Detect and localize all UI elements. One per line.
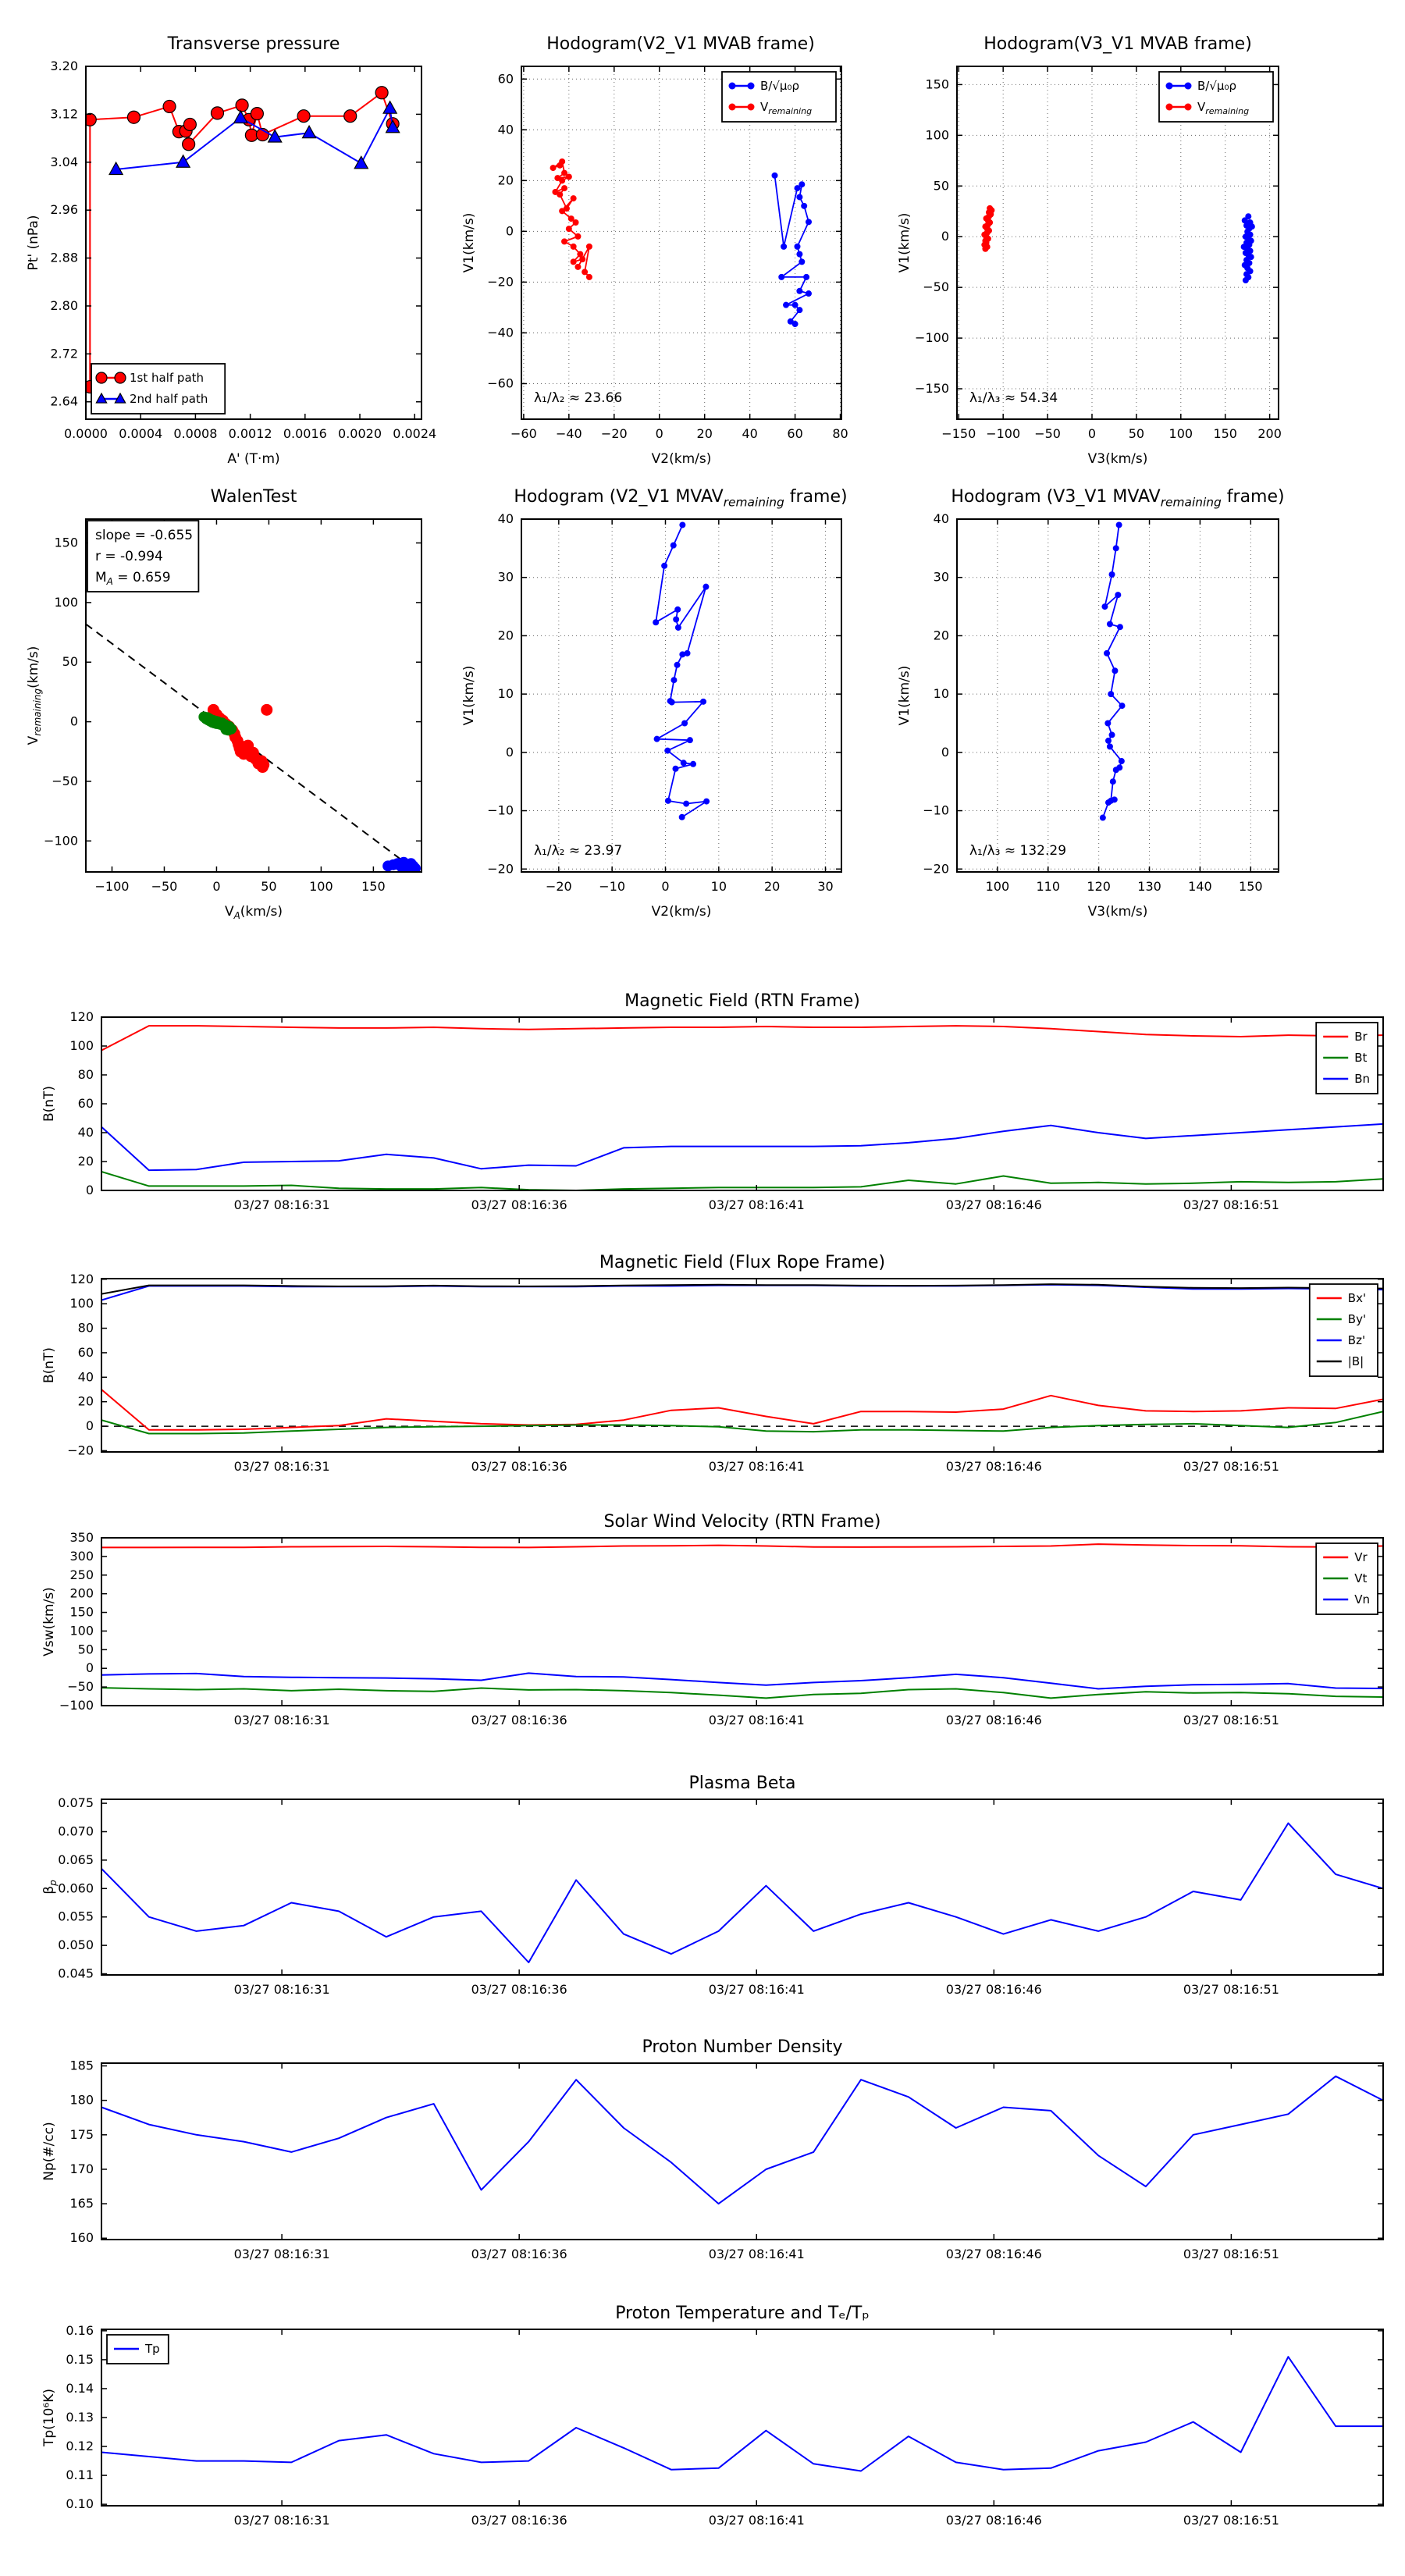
svg-text:0: 0 [85, 1183, 94, 1197]
svg-text:MA = 0.659: $M_A = 0.659$ [95, 570, 171, 587]
svg-text:0.0000: 0.0000 [64, 426, 108, 441]
svg-text:03/27 08:16:46: 03/27 08:16:46 [945, 2513, 1042, 2528]
series-Br [101, 1026, 1383, 1051]
svg-text:100: 100 [69, 1296, 94, 1311]
chart-hodogram-v3v1-mvab [897, 66, 1282, 467]
svg-text:−50: −50 [151, 879, 178, 894]
svg-text:200: 200 [69, 1585, 94, 1601]
svg-text:0.060: 0.060 [58, 1880, 94, 1896]
svg-text:0: 0 [505, 744, 514, 760]
svg-text:0.10: 0.10 [66, 2496, 94, 2512]
svg-text:03/27 08:16:36: 03/27 08:16:36 [471, 1713, 567, 1727]
svg-text:−100: −100 [59, 1698, 94, 1713]
svg-text:−20: −20 [487, 274, 514, 290]
svg-text:0.13: 0.13 [66, 2410, 94, 2425]
svg-text:0.11: 0.11 [66, 2467, 94, 2483]
svg-text:300: 300 [69, 1548, 94, 1564]
svg-text:10: 10 [933, 686, 949, 702]
svg-text:0.065: 0.065 [58, 1852, 94, 1867]
series-plasma-beta [101, 1823, 1383, 1962]
svg-text:Vremaining(km/s): $V_{remaining}(km/s)$ [26, 646, 43, 745]
chart-title-transverse-pressure: Transverse pressure [167, 34, 340, 54]
svg-text:Vsw(km/s): Vsw(km/s) [41, 1587, 57, 1656]
svg-text:03/27 08:16:31: 03/27 08:16:31 [233, 1713, 330, 1727]
svg-text:60: 60 [77, 1344, 94, 1360]
series-Vt [101, 1688, 1383, 1698]
svg-text:03/27 08:16:36: 03/27 08:16:36 [471, 2513, 567, 2528]
svg-text:170: 170 [69, 2161, 94, 2176]
svg-text:Pt' (nPa): Pt' (nPa) [26, 215, 41, 271]
svg-text:03/27 08:16:36: 03/27 08:16:36 [471, 1982, 567, 1997]
chart-hodogram-v3v1-mvav [897, 511, 1279, 920]
svg-text:B(nT): B(nT) [41, 1347, 57, 1384]
chart-title-proton-temperature: Proton Temperature and Tₑ/Tₚ [615, 2304, 870, 2323]
svg-text:20: 20 [696, 426, 713, 441]
svg-text:0.0004: 0.0004 [119, 426, 163, 441]
chart-title-magnetic-field-flux-rope: Magnetic Field (Flux Rope Frame) [599, 1253, 886, 1272]
svg-text:140: 140 [1188, 879, 1212, 894]
chart-magnetic-field-flux-rope [41, 1271, 1383, 1474]
svg-text:−40: −40 [487, 325, 514, 340]
series-hodogram-v2v1-mvav [653, 521, 710, 820]
svg-text:V3(km/s): V3(km/s) [1087, 451, 1148, 467]
svg-text:λ₁/λ₃ ≈ 54.34: λ₁/λ₃ ≈ 54.34 [969, 390, 1058, 406]
chart-solar-wind-velocity [41, 1530, 1383, 1727]
svg-text:03/27 08:16:46: 03/27 08:16:46 [945, 1982, 1042, 1997]
series-first-half-points [208, 704, 272, 773]
svg-text:20: 20 [763, 879, 781, 894]
svg-text:0.075: 0.075 [58, 1795, 94, 1811]
svg-text:50: 50 [261, 879, 277, 894]
svg-text:20: 20 [77, 1154, 94, 1169]
svg-text:0: 0 [69, 713, 78, 729]
series-1st half path [84, 87, 399, 393]
svg-text:03/27 08:16:41: 03/27 08:16:41 [708, 2513, 805, 2528]
series-hodogram-v3v1-mvav [1100, 521, 1126, 820]
chart-magnetic-field-rtn [41, 1009, 1383, 1212]
svg-text:−100: −100 [44, 833, 78, 849]
svg-text:150: 150 [54, 535, 78, 550]
svg-text:V2(km/s): V2(km/s) [651, 451, 712, 467]
svg-text:−10: −10 [599, 879, 626, 894]
svg-text:150: 150 [925, 76, 949, 92]
svg-text:0.070: 0.070 [58, 1823, 94, 1839]
svg-text:B/√μ₀ρ: B/√μ₀ρ [1197, 79, 1236, 93]
svg-text:03/27 08:16:31: 03/27 08:16:31 [233, 2247, 330, 2261]
svg-text:λ₁/λ₂ ≈ 23.66: λ₁/λ₂ ≈ 23.66 [534, 390, 623, 406]
svg-text:30: 30 [933, 569, 949, 585]
svg-text:Vremaining: $V_{remaining}$ [760, 100, 813, 116]
svg-text:150: 150 [1239, 879, 1263, 894]
svg-text:0.0016: 0.0016 [283, 426, 327, 441]
chart-transverse-pressure [26, 59, 437, 467]
chart-title-hodogram-v3v1-mvav: Hodogram (V3_V1 $MVAV_{remaining}$ frame) [951, 487, 1285, 510]
svg-text:120: 120 [69, 1009, 94, 1024]
svg-text:Tp(10⁶K): Tp(10⁶K) [41, 2388, 57, 2447]
svg-text:03/27 08:16:31: 03/27 08:16:31 [233, 1197, 330, 1212]
svg-text:350: 350 [69, 1530, 94, 1545]
series-proton-number-density [101, 2076, 1383, 2204]
svg-text:V1(km/s): V1(km/s) [897, 212, 912, 273]
svg-text:0.14: 0.14 [66, 2380, 94, 2396]
svg-text:200: 200 [1257, 426, 1282, 441]
series-Tp [101, 2357, 1383, 2471]
svg-text:03/27 08:16:31: 03/27 08:16:31 [233, 1459, 330, 1474]
chart-title-proton-number-density: Proton Number Density [642, 2037, 843, 2057]
svg-text:−20: −20 [67, 1443, 94, 1458]
svg-text:Bx': Bx' [1347, 1291, 1367, 1305]
svg-text:0.045: 0.045 [58, 1966, 94, 1981]
svg-text:60: 60 [497, 71, 514, 87]
svg-text:2.72: 2.72 [50, 346, 78, 361]
svg-text:0: 0 [505, 223, 514, 239]
svg-text:B/√μ₀ρ: B/√μ₀ρ [760, 79, 799, 93]
svg-text:80: 80 [832, 426, 848, 441]
svg-text:−50: −50 [923, 279, 949, 295]
svg-text:60: 60 [77, 1096, 94, 1111]
svg-text:Br: Br [1354, 1030, 1368, 1044]
svg-text:VA(km/s): $V_A(km/s)$ [224, 904, 283, 921]
svg-text:30: 30 [497, 569, 514, 585]
svg-text:40: 40 [77, 1125, 94, 1140]
svg-text:03/27 08:16:51: 03/27 08:16:51 [1183, 2247, 1279, 2261]
transverse-pressure-plot [12, 23, 480, 478]
chart-title-walen-test: WalenTest [210, 487, 297, 507]
svg-text:By': By' [1347, 1312, 1367, 1326]
series-B/√μ₀ρ [1241, 213, 1255, 283]
svg-text:40: 40 [742, 426, 758, 441]
chart-title-hodogram-v2v1-mvab: Hodogram(V2_V1 MVAB frame) [546, 34, 815, 54]
svg-text:Bz': Bz' [1347, 1333, 1366, 1347]
hodogram-v2v1-mvav-plot [447, 476, 900, 930]
svg-text:2.80: 2.80 [50, 297, 78, 313]
svg-text:Tp: Tp [145, 2342, 160, 2356]
svg-text:0: 0 [661, 879, 670, 894]
svg-text:0.0024: 0.0024 [393, 426, 437, 441]
svg-text:50: 50 [933, 178, 949, 194]
svg-text:130: 130 [1137, 879, 1161, 894]
svg-text:2.96: 2.96 [50, 202, 78, 218]
svg-text:03/27 08:16:41: 03/27 08:16:41 [708, 1982, 805, 1997]
svg-text:100: 100 [1168, 426, 1193, 441]
svg-text:10: 10 [497, 686, 514, 702]
magnetic-field-rtn-plot [27, 974, 1405, 1249]
chart-title-hodogram-v2v1-mvav: Hodogram (V2_V1 $MVAV_{remaining}$ frame) [514, 487, 848, 510]
svg-text:V2(km/s): V2(km/s) [651, 904, 712, 920]
series-Vn [101, 1673, 1383, 1688]
svg-text:150: 150 [69, 1604, 94, 1620]
hodogram-v3v1-mvav-plot [883, 476, 1337, 930]
svg-text:0.0012: 0.0012 [228, 426, 272, 441]
svg-text:40: 40 [497, 122, 514, 137]
svg-text:03/27 08:16:46: 03/27 08:16:46 [945, 1459, 1042, 1474]
chart-plasma-beta [41, 1795, 1383, 1997]
svg-text:−10: −10 [923, 802, 949, 818]
magnetic-field-flux-rope-plot [27, 1236, 1405, 1510]
svg-text:03/27 08:16:41: 03/27 08:16:41 [708, 1713, 805, 1727]
chart-title-magnetic-field-rtn: Magnetic Field (RTN Frame) [624, 991, 860, 1011]
svg-text:160: 160 [69, 2230, 94, 2246]
chart-proton-temperature [41, 2322, 1383, 2528]
svg-text:−60: −60 [487, 375, 514, 391]
svg-text:100: 100 [54, 594, 78, 610]
svg-text:03/27 08:16:41: 03/27 08:16:41 [708, 1197, 805, 1212]
svg-text:10: 10 [710, 879, 727, 894]
svg-text:50: 50 [62, 654, 78, 670]
svg-text:03/27 08:16:46: 03/27 08:16:46 [945, 2247, 1042, 2261]
series-Vremaining [981, 205, 994, 252]
svg-text:−50: −50 [1034, 426, 1061, 441]
svg-text:100: 100 [69, 1623, 94, 1638]
svg-text:03/27 08:16:36: 03/27 08:16:36 [471, 1459, 567, 1474]
svg-text:−10: −10 [487, 802, 514, 818]
series-Vr [101, 1544, 1383, 1547]
svg-text:100: 100 [925, 127, 949, 143]
chart-hodogram-v2v1-mvab [461, 66, 848, 467]
chart-proton-number-density [41, 2058, 1383, 2261]
svg-text:110: 110 [1036, 879, 1061, 894]
svg-text:−150: −150 [941, 426, 976, 441]
series-Bn [101, 1124, 1383, 1170]
hodogram-v2v1-mvab-plot [447, 23, 900, 478]
svg-text:0: 0 [1087, 426, 1097, 441]
svg-text:03/27 08:16:46: 03/27 08:16:46 [945, 1713, 1042, 1727]
svg-text:150: 150 [1213, 426, 1237, 441]
svg-text:80: 80 [77, 1320, 94, 1336]
svg-text:100: 100 [309, 879, 333, 894]
svg-text:−100: −100 [94, 879, 130, 894]
svg-text:0.050: 0.050 [58, 1937, 94, 1953]
svg-text:λ₁/λ₃ ≈ 132.29: λ₁/λ₃ ≈ 132.29 [969, 843, 1067, 859]
svg-text:−40: −40 [555, 426, 582, 441]
svg-text:r = -0.994: r = -0.994 [95, 549, 163, 564]
svg-text:20: 20 [497, 628, 514, 643]
svg-text:03/27 08:16:51: 03/27 08:16:51 [1183, 1713, 1279, 1727]
solar-wind-velocity-plot [27, 1495, 1405, 1764]
svg-text:120: 120 [1087, 879, 1111, 894]
svg-text:|B|: |B| [1347, 1354, 1364, 1368]
svg-text:Vremaining: $V_{remaining}$ [1197, 100, 1250, 116]
svg-text:50: 50 [1128, 426, 1145, 441]
svg-text:B(nT): B(nT) [41, 1085, 57, 1123]
svg-text:V1(km/s): V1(km/s) [461, 212, 477, 273]
svg-text:3.04: 3.04 [50, 154, 78, 169]
svg-text:−100: −100 [915, 330, 949, 346]
svg-text:V1(km/s): V1(km/s) [897, 665, 912, 726]
svg-text:0: 0 [85, 1418, 94, 1434]
svg-text:40: 40 [77, 1369, 94, 1385]
series-Vremaining [550, 158, 592, 280]
svg-text:03/27 08:16:51: 03/27 08:16:51 [1183, 1459, 1279, 1474]
svg-text:150: 150 [361, 879, 386, 894]
svg-text:20: 20 [77, 1393, 94, 1409]
svg-text:V3(km/s): V3(km/s) [1087, 904, 1148, 920]
svg-text:03/27 08:16:31: 03/27 08:16:31 [233, 2513, 330, 2528]
svg-text:80: 80 [77, 1067, 94, 1082]
svg-text:40: 40 [497, 511, 514, 526]
svg-text:0.0008: 0.0008 [173, 426, 218, 441]
svg-text:−50: −50 [52, 773, 78, 788]
proton-temperature-plot [27, 2286, 1405, 2564]
svg-text:V1(km/s): V1(km/s) [461, 665, 477, 726]
svg-text:Vt: Vt [1354, 1571, 1368, 1585]
svg-text:03/27 08:16:51: 03/27 08:16:51 [1183, 1982, 1279, 1997]
chart-walen-test [26, 519, 422, 921]
svg-text:0: 0 [655, 426, 663, 441]
svg-text:−50: −50 [67, 1679, 94, 1695]
svg-text:2.88: 2.88 [50, 250, 78, 265]
svg-text:−20: −20 [600, 426, 628, 441]
hodogram-v3v1-mvab-plot [883, 23, 1337, 478]
svg-text:3.12: 3.12 [50, 106, 78, 122]
svg-text:03/27 08:16:31: 03/27 08:16:31 [233, 1982, 330, 1997]
svg-text:40: 40 [933, 511, 949, 526]
svg-text:Np(#/cc): Np(#/cc) [41, 2122, 57, 2181]
svg-text:−20: −20 [545, 879, 572, 894]
svg-text:0: 0 [85, 1660, 94, 1676]
svg-text:−20: −20 [923, 861, 949, 877]
svg-text:60: 60 [787, 426, 803, 441]
chart-hodogram-v2v1-mvav [461, 511, 841, 920]
svg-text:30: 30 [817, 879, 834, 894]
svg-text:120: 120 [69, 1271, 94, 1286]
chart-title-plasma-beta: Plasma Beta [688, 1774, 796, 1793]
svg-text:03/27 08:16:41: 03/27 08:16:41 [708, 1459, 805, 1474]
svg-text:A' (T·m): A' (T·m) [227, 451, 280, 467]
svg-text:180: 180 [69, 2092, 94, 2108]
walen-test-plot [12, 476, 480, 930]
svg-text:1st half path: 1st half path [130, 371, 205, 385]
svg-text:2.64: 2.64 [50, 393, 78, 409]
svg-text:Bt: Bt [1354, 1051, 1368, 1065]
svg-text:0.16: 0.16 [66, 2322, 94, 2338]
svg-text:03/27 08:16:41: 03/27 08:16:41 [708, 2247, 805, 2261]
svg-text:−150: −150 [915, 381, 949, 397]
svg-text:0.12: 0.12 [66, 2439, 94, 2454]
svg-text:185: 185 [69, 2058, 94, 2073]
series-By' [101, 1411, 1383, 1433]
series-Bt [101, 1172, 1383, 1190]
svg-text:0: 0 [212, 879, 221, 894]
svg-text:20: 20 [497, 173, 514, 188]
svg-text:βp: $\beta_p$ [41, 1880, 59, 1895]
svg-text:100: 100 [69, 1038, 94, 1053]
svg-text:165: 165 [69, 2196, 94, 2211]
svg-text:−60: −60 [510, 426, 537, 441]
svg-text:0.15: 0.15 [66, 2351, 94, 2367]
svg-text:175: 175 [69, 2126, 94, 2142]
svg-text:0.0020: 0.0020 [338, 426, 382, 441]
svg-text:100: 100 [985, 879, 1010, 894]
svg-text:Vn: Vn [1354, 1592, 1370, 1606]
svg-text:0: 0 [941, 229, 949, 244]
svg-text:slope = -0.655: slope = -0.655 [95, 528, 194, 543]
svg-text:3.20: 3.20 [50, 59, 78, 73]
svg-text:λ₁/λ₂ ≈ 23.97: λ₁/λ₂ ≈ 23.97 [534, 843, 623, 859]
svg-text:03/27 08:16:36: 03/27 08:16:36 [471, 1197, 567, 1212]
svg-text:0: 0 [941, 744, 949, 760]
chart-title-hodogram-v3v1-mvab: Hodogram(V3_V1 MVAB frame) [984, 34, 1252, 54]
svg-text:03/27 08:16:51: 03/27 08:16:51 [1183, 2513, 1279, 2528]
svg-text:2nd half path: 2nd half path [130, 392, 208, 406]
svg-text:0.055: 0.055 [58, 1909, 94, 1924]
plasma-beta-plot [27, 1756, 1405, 2033]
svg-text:250: 250 [69, 1567, 94, 1582]
svg-text:03/27 08:16:46: 03/27 08:16:46 [945, 1197, 1042, 1212]
svg-text:50: 50 [77, 1642, 94, 1657]
svg-text:03/27 08:16:51: 03/27 08:16:51 [1183, 1197, 1279, 1212]
proton-number-density-plot [27, 2020, 1405, 2298]
svg-text:03/27 08:16:36: 03/27 08:16:36 [471, 2247, 567, 2261]
svg-text:−100: −100 [986, 426, 1021, 441]
svg-text:Vr: Vr [1354, 1550, 1368, 1564]
series-B/√μ₀ρ [772, 173, 812, 327]
svg-text:Bn: Bn [1354, 1072, 1371, 1086]
svg-text:−20: −20 [487, 861, 514, 877]
svg-text:20: 20 [933, 628, 949, 643]
chart-title-solar-wind-velocity: Solar Wind Velocity (RTN Frame) [603, 1512, 881, 1532]
